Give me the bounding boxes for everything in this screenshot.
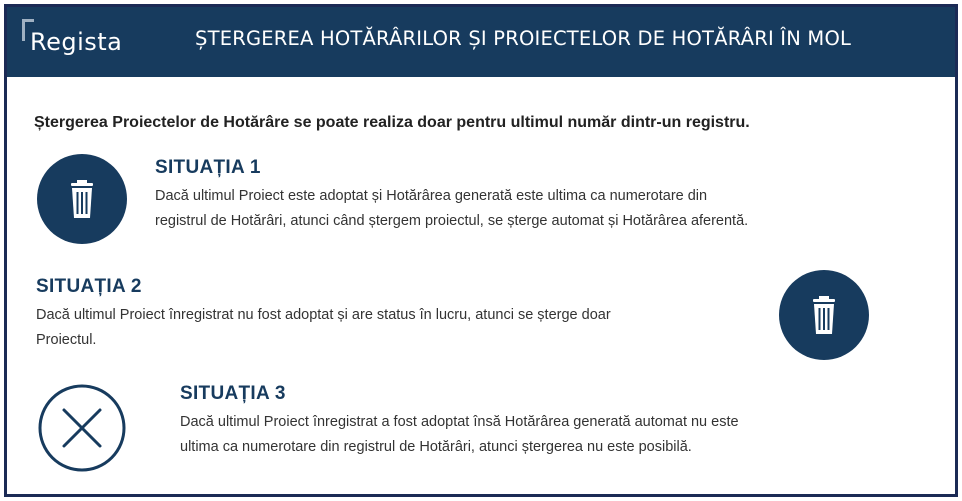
- slide-frame: [4, 4, 958, 497]
- header-bar: [7, 7, 955, 77]
- situation-3-line-2: ultima ca numerotare din registrul de Hotărâri, atunci ștergerea nu este posibilă.: [180, 439, 692, 455]
- cancel-icon: [36, 382, 128, 474]
- situation-1-text: [155, 184, 895, 234]
- logo-text: Regista: [30, 28, 123, 56]
- trash-icon: [779, 270, 869, 360]
- situation-3-line-1: Dacă ultimul Proiect înregistrat a fost adoptat însă Hotărârea generată automat nu este: [180, 414, 739, 430]
- situation-1-line-2: registrul de Hotărâri, atunci când ștergem proiectul, se șterge automat și Hotărârea aferentă.: [155, 213, 749, 229]
- trash-icon: [37, 154, 127, 244]
- situation-2-text: [36, 303, 756, 353]
- situation-3-text: [180, 410, 900, 460]
- situation-2-line-2: Proiectul.: [36, 332, 97, 348]
- situation-2-line-1: Dacă ultimul Proiect înregistrat nu fost adoptat și are status în lucru, atunci se șterge doar: [36, 307, 611, 323]
- situation-2-title: SITUAȚIA 2: [36, 276, 142, 297]
- intro-text: Ștergerea Proiectelor de Hotărâre se poate realiza doar pentru ultimul număr dintr-un registru.: [34, 114, 750, 131]
- situation-1-line-1: Dacă ultimul Proiect este adoptat și Hotărârea generată este ultima ca numerotare din: [155, 188, 708, 204]
- page-title: ȘTERGEREA HOTĂRÂRILOR ȘI PROIECTELOR DE HOTĂRÂRI ÎN MOL: [195, 27, 852, 50]
- situation-1-title: SITUAȚIA 1: [155, 157, 261, 178]
- regista-logo: [22, 15, 137, 69]
- situation-3-title: SITUAȚIA 3: [180, 383, 286, 404]
